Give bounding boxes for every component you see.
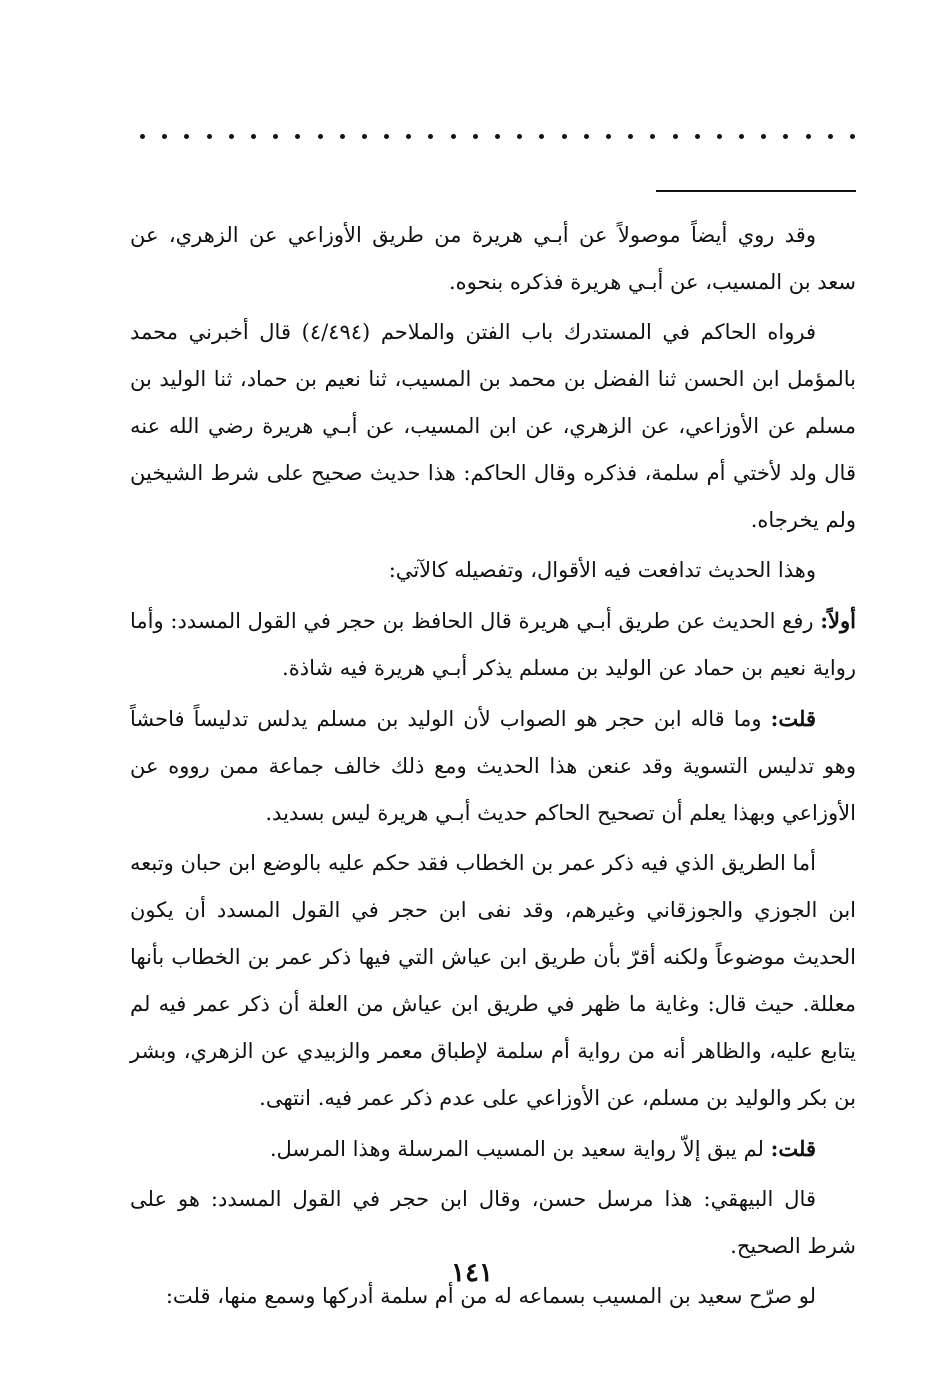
paragraph-5	[130, 695, 856, 837]
paragraph-3	[130, 547, 856, 594]
paragraph-text: قال البيهقي: هذا مرسل حسن، وقال ابن حجر في القول المسدد: هو على شرط الصحيح.	[130, 1187, 856, 1258]
paragraph-text: فرواه الحاكم في المستدرك باب الفتن والملاحم (٤/٤٩٤) قال أخبرني محمد بالمؤمل ابن الحسن ثنا الفضل بن محمد بن المسيب، ثنا نعيم بن حماد، ثنا الوليد بن مسلم عن الأوزاعي، عن الزهري، عن ابن المسيب، عن أبـي هريرة رضي الله عنه قال ولد لأختي أم سلمة، فذكره وقال الحاكم: هذا حديث صحيح على شرط الشيخين ولم يخرجاه.	[130, 320, 856, 532]
paragraph-text: لم يبق إلاّ رواية سعيد بن المسيب المرسلة وهذا المرسل.	[269, 1137, 771, 1161]
paragraph-text: لو صرّح سعيد بن المسيب بسماعه له من أم سلمة أدركها وسمع منها، قلت:	[165, 1284, 816, 1308]
paragraph-text: رفع الحديث عن طريق أبـي هريرة قال الحافظ بن حجر في القول المسدد: وأما رواية نعيم بن حماد عن الوليد بن مسلم يذكر أبـي هريرة فيه شاذة.	[130, 609, 856, 680]
separator-dots	[140, 128, 855, 144]
paragraph-lead: قلت:	[770, 706, 816, 731]
paragraph-1	[130, 212, 856, 306]
paragraph-text: وهذا الحديث تدافعت فيه الأقوال، وتفصيله كالآتي:	[388, 558, 816, 582]
paragraph-8	[130, 1176, 856, 1270]
paragraph-text: أما الطريق الذي فيه ذكر عمر بن الخطاب فقد حكم عليه بالوضع ابن حبان وتبعه ابن الجوزي والجوزقاني وغيرهم، وقد نفى ابن حجر في القول المسدد أن يكون الحديث موضوعاً ولكنه أقرّ بأن طريق ابن عياش التي فيها ذكر عمر بن الخطاب بأنها معللة. حيث قال: وغاية ما ظهر في طريق ابن عياش من العلة أن ذكر عمر فيه لم يتابع عليه، والظاهر أنه من رواية أم سلمة لإطباق معمر والزبيدي عن الزهري، وبشر بن بكر والوليد بن مسلم، عن الأوزاعي على عدم ذكر عمر فيه. انتهى.	[130, 851, 856, 1110]
body-text	[130, 212, 856, 1323]
paragraph-7	[130, 1125, 856, 1173]
paragraph-6	[130, 840, 856, 1122]
paragraph-2	[130, 309, 856, 544]
page-number: ١٤١	[451, 1258, 493, 1288]
paragraph-4	[130, 597, 856, 692]
paragraph-lead: أولاً:	[820, 608, 856, 633]
paragraph-text: وقد روي أيضاً موصولاً عن أبـي هريرة من طريق الأوزاعي عن الزهري، عن سعد بن المسيب، عن أبـي هريرة فذكره بنحوه.	[130, 223, 856, 294]
paragraph-text: وما قاله ابن حجر هو الصواب لأن الوليد بن مسلم يدلس تدليساً فاحشاً وهو تدليس التسوية وقد عنعن هذا الحديث ومع ذلك خالف جماعة ممن رووه عن الأوزاعي وبهذا يعلم أن تصحيح الحاكم حديث أبـي هريرة ليس بسديد.	[130, 707, 856, 825]
paragraph-lead: قلت:	[770, 1136, 816, 1161]
header-rule	[656, 190, 856, 192]
